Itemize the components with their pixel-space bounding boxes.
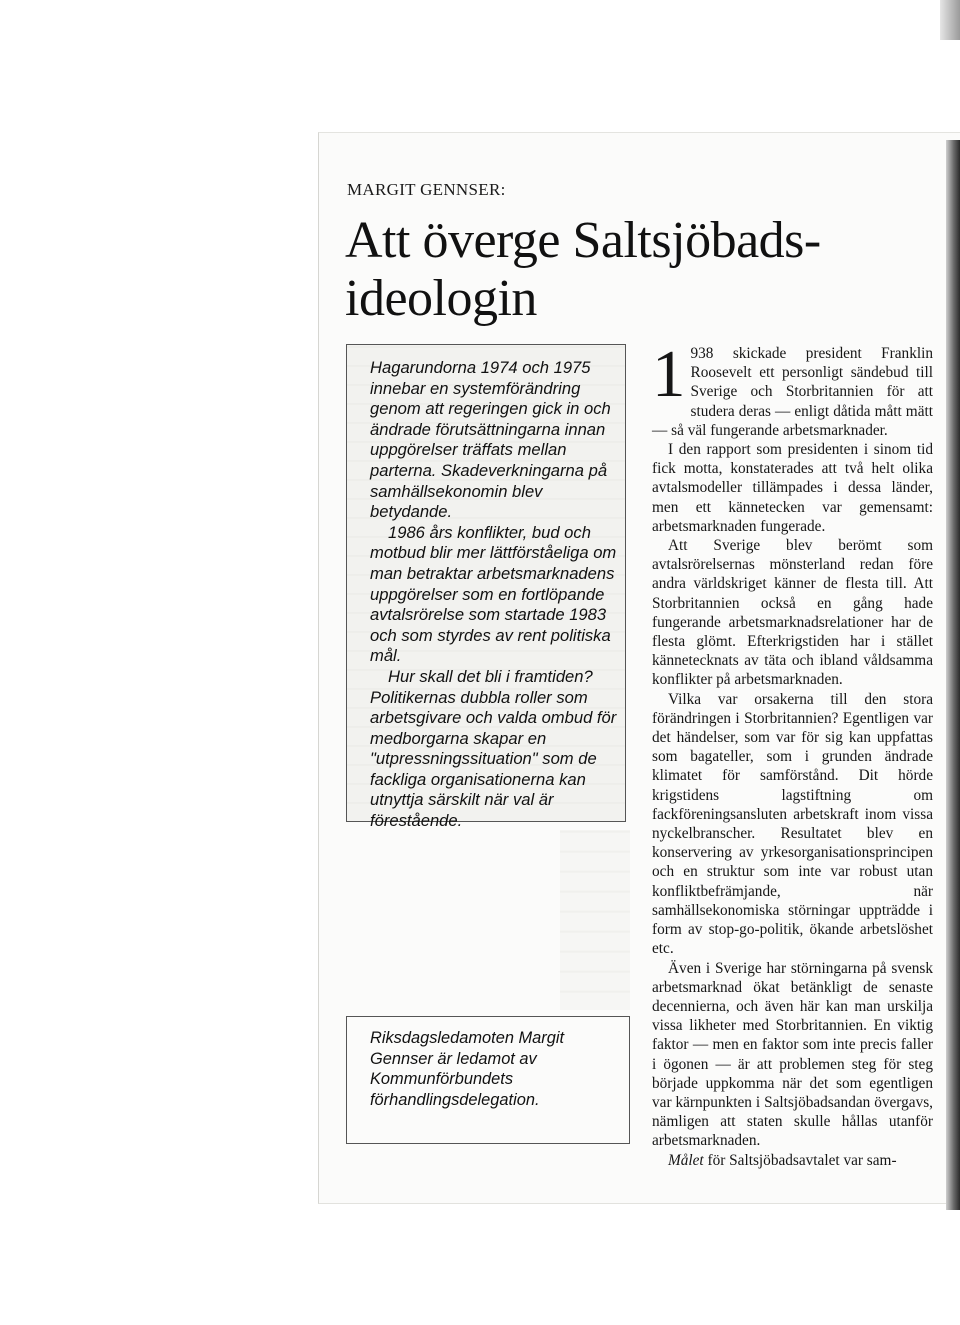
page-edge-shadow bbox=[946, 140, 960, 1210]
body-paragraph: Vilka var orsakerna till den stora förändringen i Storbritannien? Egentligen var det händelser, som var för sig kan uppfattas som bagateller, som i grunden ändrade klimatet för samförstånd. Dit hörde krigstidens lagstiftning om fackföreningsansluten arbetskraft inom vissa nyckelbranscher. Resultatet blev en konservering av yrkesorganisationsprincipen och en struktur som inte var robust utan konfliktbefrämjande, när samhällsekonomiska störningar uppträdde i form av stop-go-politik, ökande arbetslöshet etc. bbox=[652, 690, 933, 958]
drop-cap: 1 bbox=[652, 337, 686, 411]
show-through-text bbox=[560, 830, 630, 1010]
emphasis: Målet bbox=[668, 1151, 704, 1169]
body-text: 938 skickade president Franklin Roosevelt ett personligt sändebud till Sverige och Storbritannien för att studera deras — enligt dåtida mått mätt — så väl fungerande arbetsmarknader. bbox=[652, 345, 933, 439]
body-column bbox=[652, 337, 933, 1170]
ingress-paragraph: 1986 års konflikter, bud och motbud blir mer lättförståeliga om man betraktar arbetsmarknadens uppgörelser som en fortlöpande avtalsrörelse som startade 1983 och som styrdes av rent politiska mål. bbox=[370, 522, 617, 666]
ingress-paragraph: Hagarundorna 1974 och 1975 innebar en systemförändring genom att regeringen gick in och ändrade förutsättningarna innan uppgörelser träffats mellan parterna. Skadeverkningarna på samhällsekonomin blev betydande. bbox=[370, 358, 611, 522]
body-paragraph bbox=[652, 1151, 933, 1170]
body-text: för Saltsjöbadsavtalet var sam- bbox=[707, 1151, 897, 1169]
body-paragraph: Även i Sverige har störningarna på svensk arbetsmarknad ökat betänkligt de senaste decennierna, och även här kan man urskilja vissa likheter med Storbritannien. En viktig faktor — men en faktor som inte precis faller i ögonen — är att problemen steg för steg började uppkomma när det som egentligen var kärnpunkten i Saltsjöbadsandan övergavs, nämligen att staten skulle hållas utanför arbetsmarknaden. bbox=[652, 959, 933, 1150]
scan-corner-shadow bbox=[940, 0, 960, 40]
author-byline: MARGIT GENNSER: bbox=[347, 180, 506, 199]
body-paragraph: I den rapport som presidenten i sinom tid fick motta, konstaterades att två helt olika avtalsmodeller tillämpades i dessa länder, men ett kännetecken var gemensamt: arbetsmarknaden fungerade. bbox=[652, 441, 933, 535]
body-paragraph: Att Sverige blev berömt som avtalsrörelsernas mönsterland redan före andra världskriget känner de flesta till. Att Storbritannien också en gång hade fungerande arbetsmarknadsrelationer har de flesta glömt. Efterkrigstiden har i stället kännetecknats av täta och ibland våldsamma konflikter på arbetsmarknaden. bbox=[652, 537, 933, 689]
body-paragraph bbox=[652, 337, 933, 440]
ingress-text bbox=[370, 358, 618, 832]
article-title: Att överge Saltsjöbads-ideologin bbox=[345, 212, 821, 327]
author-bio: Riksdagsledamoten Margit Gennser är ledamot av Kommunförbundets förhandlingsdelegation. bbox=[370, 1029, 565, 1109]
ingress-paragraph: Hur skall det bli i framtiden? Politikernas dubbla roller som arbetsgivare och valda ombud för medborgarna skapar en "utpressningssituation" som de fackliga organisationerna kan utnyttja särskilt när val är förestående. bbox=[370, 666, 617, 831]
